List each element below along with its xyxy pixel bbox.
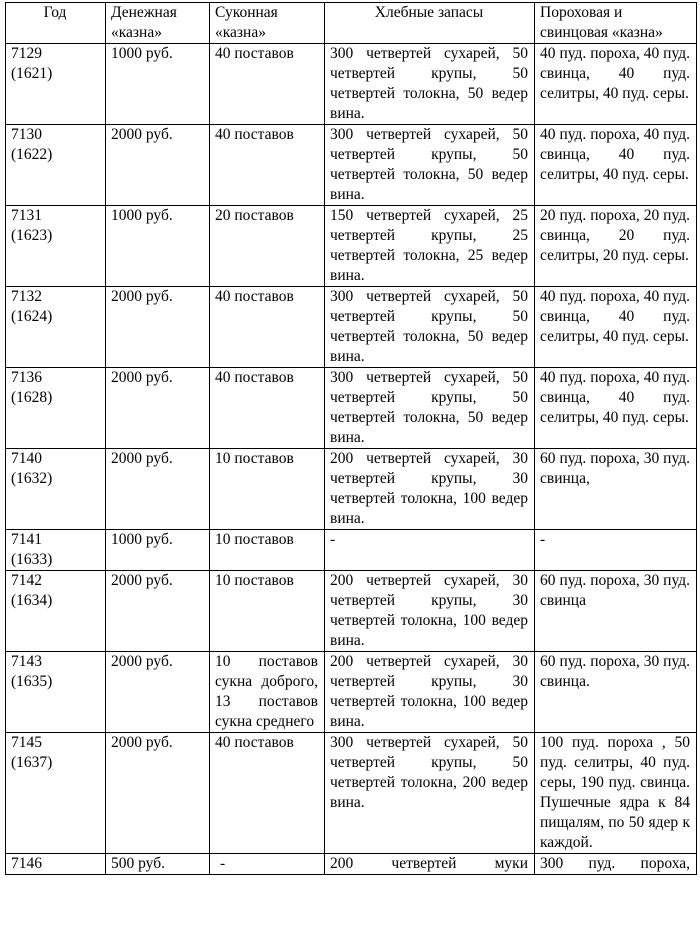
- bread-cell: 150 четвертей сухарей, 25 четвертей крупы, 25 четвертей толокна, 25 ведер вина.: [325, 206, 535, 287]
- year-cell: [6, 368, 106, 449]
- table-row: [6, 206, 697, 287]
- bread-cell: 300 четвертей сухарей, 50 четвертей крупы, 50 четвертей толокна, 200 ведер вина.: [325, 733, 535, 854]
- year-value: 7143: [11, 653, 42, 670]
- year-ce-value: (1635): [11, 673, 53, 690]
- table-row: [6, 287, 697, 368]
- money-cell: 1000 руб.: [106, 530, 210, 571]
- year-value: 7132: [11, 288, 42, 305]
- year-cell: [6, 287, 106, 368]
- money-cell: 1000 руб.: [106, 44, 210, 125]
- year-value: 7129: [11, 45, 42, 62]
- money-cell: 2000 руб.: [106, 733, 210, 854]
- year-cell: [6, 733, 106, 854]
- powder-cell: 300 пуд. пороха,: [535, 854, 697, 875]
- year-value: 7131: [11, 207, 42, 224]
- year-ce-value: (1623): [11, 227, 53, 244]
- year-cell: [6, 206, 106, 287]
- powder-cell: -: [535, 530, 697, 571]
- year-value: 7142: [11, 572, 42, 589]
- cloth-cell: 10 поставов: [210, 571, 325, 652]
- powder-cell: 20 пуд. пороха, 20 пуд. свинца, 20 пуд. селитры, 20 пуд. серы.: [535, 206, 697, 287]
- header-cloth: Суконная «казна»: [210, 3, 325, 44]
- bread-cell: -: [325, 530, 535, 571]
- bread-cell: 200 четвертей сухарей, 30 четвертей крупы, 30 четвертей толокна, 100 ведер вина.: [325, 449, 535, 530]
- year-value: 7141: [11, 531, 42, 548]
- bread-cell: 200 четвертей муки: [325, 854, 535, 875]
- header-powder: Пороховая и свинцовая «казна»: [535, 3, 697, 44]
- cloth-cell: 10 поставов: [210, 530, 325, 571]
- year-value: 7130: [11, 126, 42, 143]
- table-row: [6, 571, 697, 652]
- money-cell: 2000 руб.: [106, 125, 210, 206]
- year-value: 7145: [11, 734, 42, 751]
- year-ce-value: (1622): [11, 146, 53, 163]
- bread-cell: 300 четвертей сухарей, 50 четвертей крупы, 50 четвертей толокна, 50 ведер вина.: [325, 287, 535, 368]
- powder-cell: 60 пуд. пороха, 30 пуд. свинца,: [535, 449, 697, 530]
- table-row: [6, 530, 697, 571]
- table-row: [6, 652, 697, 733]
- bread-cell: 200 четвертей сухарей, 30 четвертей крупы, 30 четвертей толокна, 100 ведер вина.: [325, 652, 535, 733]
- cloth-cell: 10 поставов сукна доброго, 13 поставов сукна среднего: [210, 652, 325, 733]
- cloth-cell: 40 поставов: [210, 44, 325, 125]
- money-cell: 2000 руб.: [106, 287, 210, 368]
- money-cell: 2000 руб.: [106, 571, 210, 652]
- money-cell: 1000 руб.: [106, 206, 210, 287]
- cloth-cell: 40 поставов: [210, 368, 325, 449]
- year-value: 7146: [11, 855, 42, 872]
- year-ce-value: (1624): [11, 308, 53, 325]
- year-cell: [6, 449, 106, 530]
- year-ce-value: (1628): [11, 389, 53, 406]
- cloth-cell: -: [210, 854, 325, 875]
- money-cell: 2000 руб.: [106, 449, 210, 530]
- table-row: [6, 854, 697, 875]
- bread-cell: 300 четвертей сухарей, 50 четвертей крупы, 50 четвертей толокна, 50 ведер вина.: [325, 125, 535, 206]
- money-cell: 2000 руб.: [106, 652, 210, 733]
- cloth-cell: 10 поставов: [210, 449, 325, 530]
- bread-cell: 200 четвертей сухарей, 30 четвертей крупы, 30 четвертей толокна, 100 ведер вина.: [325, 571, 535, 652]
- year-cell: [6, 125, 106, 206]
- money-cell: 500 руб.: [106, 854, 210, 875]
- header-bread: Хлебные запасы: [325, 3, 535, 44]
- table-row: [6, 125, 697, 206]
- cloth-cell: 40 поставов: [210, 125, 325, 206]
- year-value: 7140: [11, 450, 42, 467]
- year-ce-value: (1634): [11, 592, 53, 609]
- cloth-cell: 40 поставов: [210, 733, 325, 854]
- table-row: [6, 44, 697, 125]
- powder-cell: 40 пуд. пороха, 40 пуд. свинца, 40 пуд. селитры, 40 пуд. серы.: [535, 125, 697, 206]
- powder-cell: 60 пуд. пороха, 30 пуд. свинца: [535, 571, 697, 652]
- year-ce-value: (1637): [11, 754, 53, 771]
- year-cell: [6, 530, 106, 571]
- year-cell: [6, 571, 106, 652]
- table-row: [6, 368, 697, 449]
- bread-cell: 300 четвертей сухарей, 50 четвертей крупы, 50 четвертей толокна, 50 ведер вина.: [325, 368, 535, 449]
- header-year: Год: [6, 3, 106, 44]
- header-row: [6, 3, 697, 44]
- year-cell: [6, 854, 106, 875]
- bread-cell: 300 четвертей сухарей, 50 четвертей крупы, 50 четвертей толокна, 50 ведер вина.: [325, 44, 535, 125]
- cloth-cell: 40 поставов: [210, 287, 325, 368]
- powder-cell: 100 пуд. пороха , 50 пуд. селитры, 40 пуд. серы, 190 пуд. свинца. Пушечные ядра к 84 пищалям, по 50 ядер к каждой.: [535, 733, 697, 854]
- powder-cell: 40 пуд. пороха, 40 пуд. свинца, 40 пуд. селитры, 40 пуд. серы.: [535, 368, 697, 449]
- powder-cell: 40 пуд. пороха, 40 пуд. свинца, 40 пуд. селитры, 40 пуд. серы.: [535, 287, 697, 368]
- table-row: [6, 733, 697, 854]
- powder-cell: 40 пуд. пороха, 40 пуд. свинца, 40 пуд. селитры, 40 пуд. серы.: [535, 44, 697, 125]
- year-value: 7136: [11, 369, 42, 386]
- money-cell: 2000 руб.: [106, 368, 210, 449]
- year-ce-value: (1633): [11, 551, 53, 568]
- year-ce-value: (1621): [11, 65, 53, 82]
- year-cell: [6, 44, 106, 125]
- year-ce-value: (1632): [11, 470, 53, 487]
- powder-cell: 60 пуд. пороха, 30 пуд. свинца.: [535, 652, 697, 733]
- header-money: Денежная «казна»: [106, 3, 210, 44]
- treasury-table: [5, 2, 697, 875]
- table-row: [6, 449, 697, 530]
- cloth-cell: 20 поставов: [210, 206, 325, 287]
- year-cell: [6, 652, 106, 733]
